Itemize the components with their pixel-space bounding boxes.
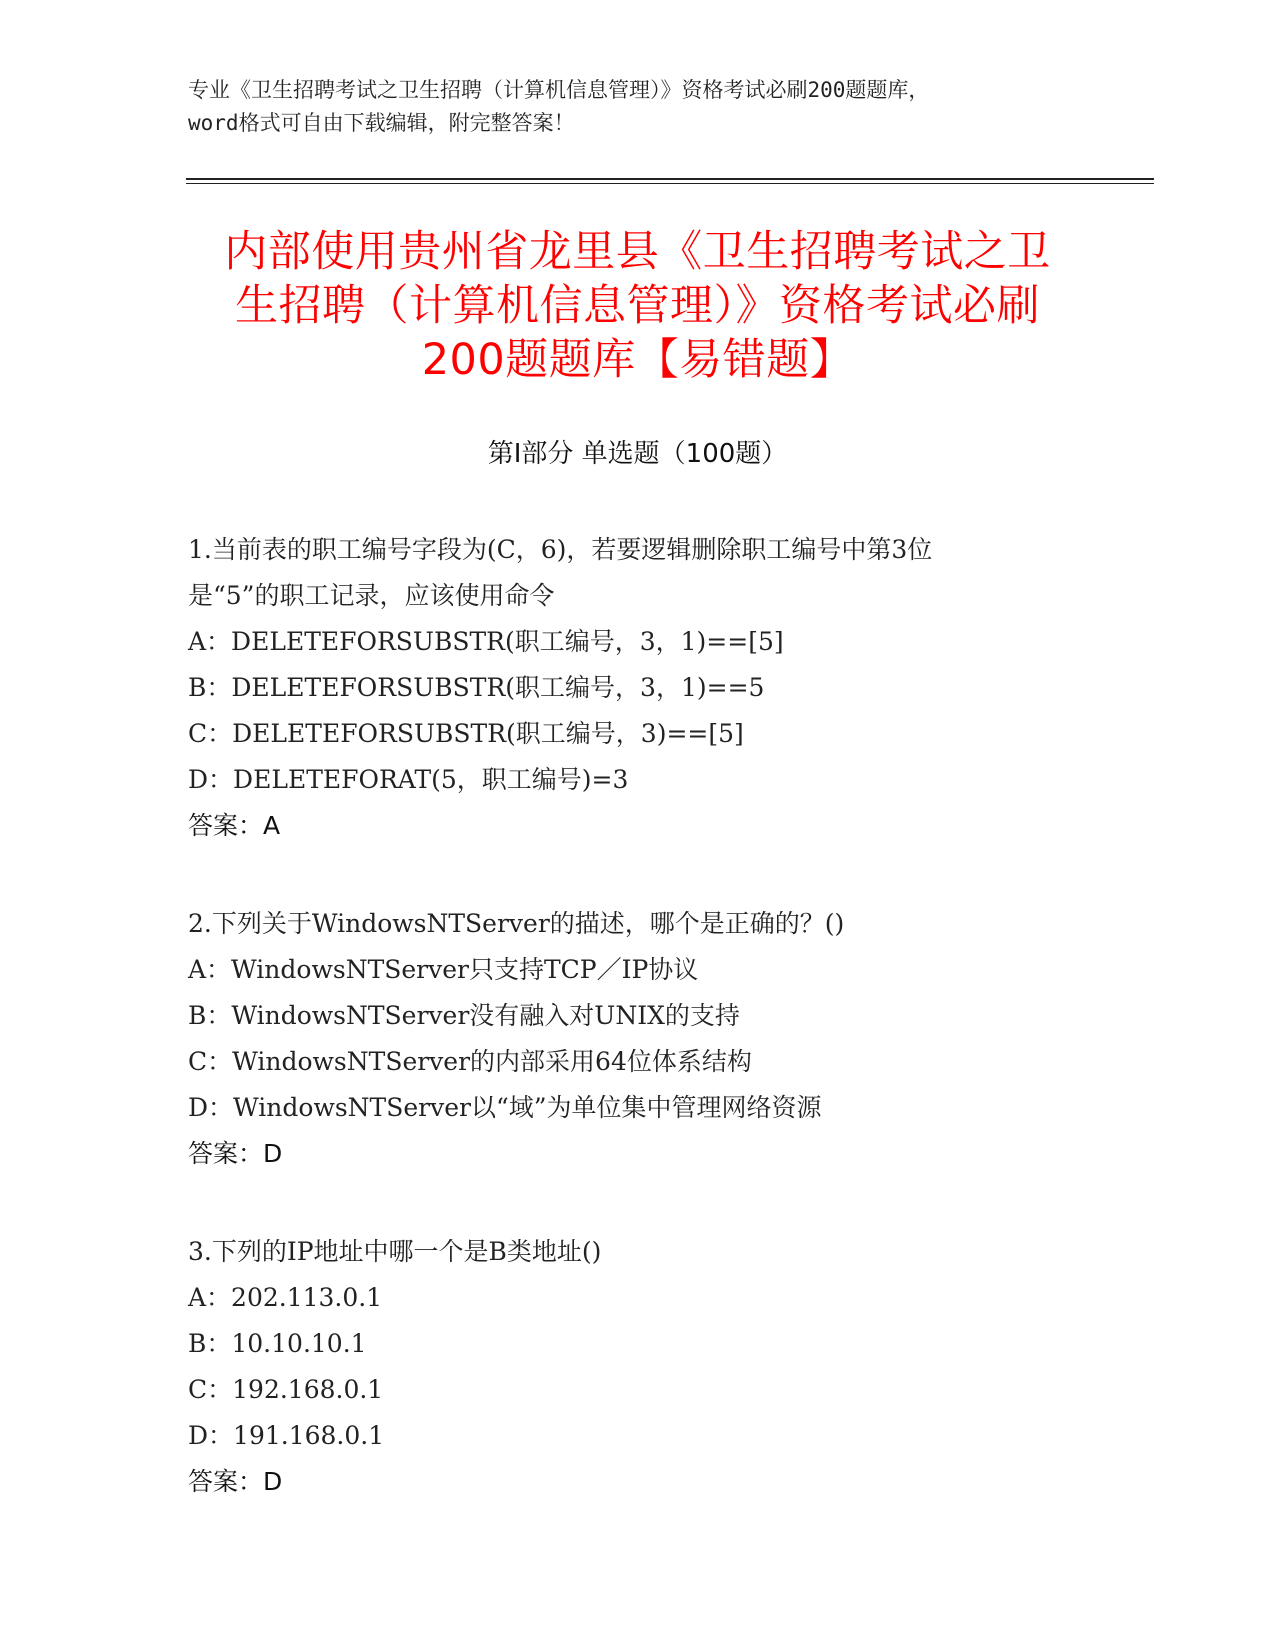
title-line: 内部使用贵州省龙里县《卫生招聘考试之卫 [224, 227, 1051, 277]
question-text [188, 901, 1088, 947]
question-text-line: 1.当前表的职工编号字段为(C，6)，若要逻辑删除职工编号中第3位 [188, 535, 933, 564]
option-c: C：WindowsNTServer的内部采用64位体系结构 [188, 1047, 752, 1076]
question-text [188, 1229, 1088, 1275]
option-d: D：DELETEFORAT(5，职工编号)=3 [188, 765, 629, 794]
title-line: 生招聘（计算机信息管理）》资格考试必刷 [235, 281, 1040, 331]
answer: 答案：A [188, 811, 281, 840]
option-a: A：DELETEFORSUBSTR(职工编号，3，1)==[5] [188, 627, 784, 656]
option-a: A：WindowsNTServer只支持TCP／IP协议 [188, 955, 699, 984]
header-rule-thick [186, 178, 1154, 180]
option-b: B：WindowsNTServer没有融入对UNIX的支持 [188, 1001, 740, 1030]
answer: 答案：D [188, 1467, 283, 1496]
option-b: B：DELETEFORSUBSTR(职工编号，3，1)==5 [188, 673, 765, 702]
question-3 [188, 1229, 1088, 1505]
section-heading: 第I部分 单选题（100题） [487, 439, 788, 469]
header-note-line: 专业《卫生招聘考试之卫生招聘（计算机信息管理）》资格考试必刷200题题库， [188, 78, 930, 102]
question-1 [188, 527, 1088, 849]
option-d: D：WindowsNTServer以“域”为单位集中管理网络资源 [188, 1093, 822, 1122]
option-d: D：191.168.0.1 [188, 1421, 385, 1450]
question-2 [188, 901, 1088, 1177]
document-title [170, 225, 1105, 387]
option-a: A：202.113.0.1 [188, 1283, 383, 1312]
header-note [188, 74, 1088, 140]
header-rule-thin [186, 183, 1154, 184]
option-c: C：192.168.0.1 [188, 1375, 384, 1404]
question-list [188, 527, 1088, 1557]
header-note-line: word格式可自由下载编辑，附完整答案！ [188, 111, 575, 135]
option-c: C：DELETEFORSUBSTR(职工编号，3)==[5] [188, 719, 744, 748]
question-text-line: 3.下列的IP地址中哪一个是B类地址() [188, 1237, 602, 1266]
question-text-line: 2.下列关于WindowsNTServer的描述，哪个是正确的？() [188, 909, 845, 938]
question-text [188, 527, 1088, 619]
option-b: B：10.10.10.1 [188, 1329, 367, 1358]
title-line: 200题题库【易错题】 [421, 335, 854, 385]
question-text-line: 是“5”的职工记录，应该使用命令 [188, 581, 555, 610]
answer: 答案：D [188, 1139, 283, 1168]
